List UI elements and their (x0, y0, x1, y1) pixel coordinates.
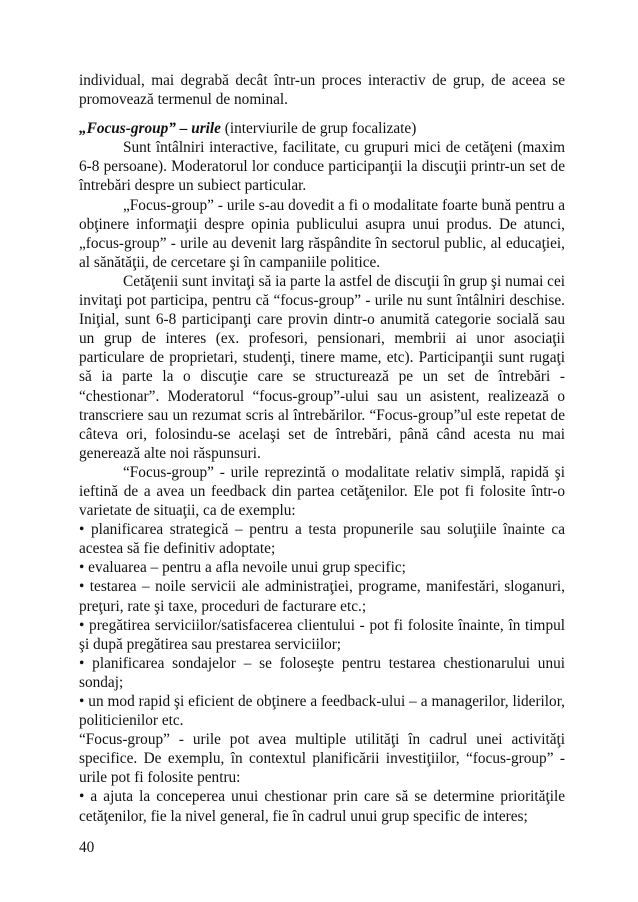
intro-paragraph: individual, mai degrabă decât într-un proces interactiv de grup, de aceea se promovează termenul de nominal. (79, 72, 565, 109)
closing-paragraph: “Focus-group” - urile pot avea multiple utilităţi în cadrul unei activităţi specifice. De exemplu, în contextul planificării investiţiilor, “focus-group” - urile pot fi folosite pentru: (79, 731, 565, 787)
bullet-item: • un mod rapid şi eficient de obţinere a feedback-ului – a managerilor, liderilor, politicienilor etc. (79, 693, 565, 730)
section-title: „Focus-group” – urile (79, 120, 221, 138)
body-text (79, 71, 565, 826)
section-subtitle: (interviurile de grup focalizate) (220, 120, 417, 138)
paragraph-uses: “Focus-group” - urile reprezintă o modalitate relativ simplă, rapidă şi ieftină de a avea un feedback din partea cetăţenilor. Ele pot fi folosite într-o varietate de situaţii, ca de exemplu: (79, 463, 565, 520)
bullet-item: • pregătirea serviciilor/satisfacerea clientului - pot fi folosite înainte, în timpul şi după pregătirea sau prestarea serviciilor; (79, 616, 565, 653)
bullet-item: • planificarea strategică – pentru a testa propunerile sau soluţiile înainte ca acestea să fie definitiv adoptate; (79, 521, 565, 558)
paragraph-history: „Focus-group” - urile s-au dovedit a fi o modalitate foarte bună pentru a obţinere informaţii despre opinia publicului asupra unui produs. De atunci, „focus-group” - urile au devenit larg răspândite în sectorul public, al educaţiei, al sănătăţii, de cercetare şi în campaniile politice. (79, 196, 565, 271)
section-heading (79, 119, 565, 138)
paragraph-definition: Sunt întâlniri interactive, facilitate, cu grupuri mici de cetăţeni (maxim 6-8 persoane). Moderatorul lor conduce participanţii la discuţii printr-un set de întrebări despre un subiect particular. (79, 139, 565, 195)
bullet-item: • evaluarea – pentru a afla nevoile unui grup specific; (79, 559, 406, 577)
bullet-item: • planificarea sondajelor – se foloseşte pentru testarea chestionarului unui sondaj; (79, 654, 565, 691)
page-number: 40 (79, 839, 95, 856)
paragraph-participants: Cetăţenii sunt invitaţi să ia parte la astfel de discuţii în grup şi numai cei invitaţi pot participa, pentru că “focus-group” - urile nu sunt întâlniri deschise. Iniţial, sunt 6-8 participanţi care provin dintr-o anumită categorie socială sau un grup de interes (ex. profesori, pensionari, membrii ai unor asociaţii particulare de proprietari, studenţi, tinere mame, etc). Participanţii sunt rugaţi să ia parte la o discuţie care se structurează pe un set de întrebări - “chestionar”. Moderatorul “focus-group”-ului sau un asistent, realizează o transcriere sau un rezumat scris al întrebărilor. “Focus-group”ul este repetat de câteva ori, folosindu-se acelaşi set de întrebări, până când acesta nu mai generează alte noi răspunsuri. (79, 272, 565, 462)
bullet-item: • testarea – noile servicii ale administraţiei, programe, manifestări, sloganuri, preţuri, rate şi taxe, proceduri de facturare etc.; (79, 578, 565, 615)
bullet-item: • a ajuta la conceperea unui chestionar prin care să se determine priorităţile cetăţenilor, fie la nivel general, fie în cadrul unui grup specific de interes; (79, 788, 565, 825)
